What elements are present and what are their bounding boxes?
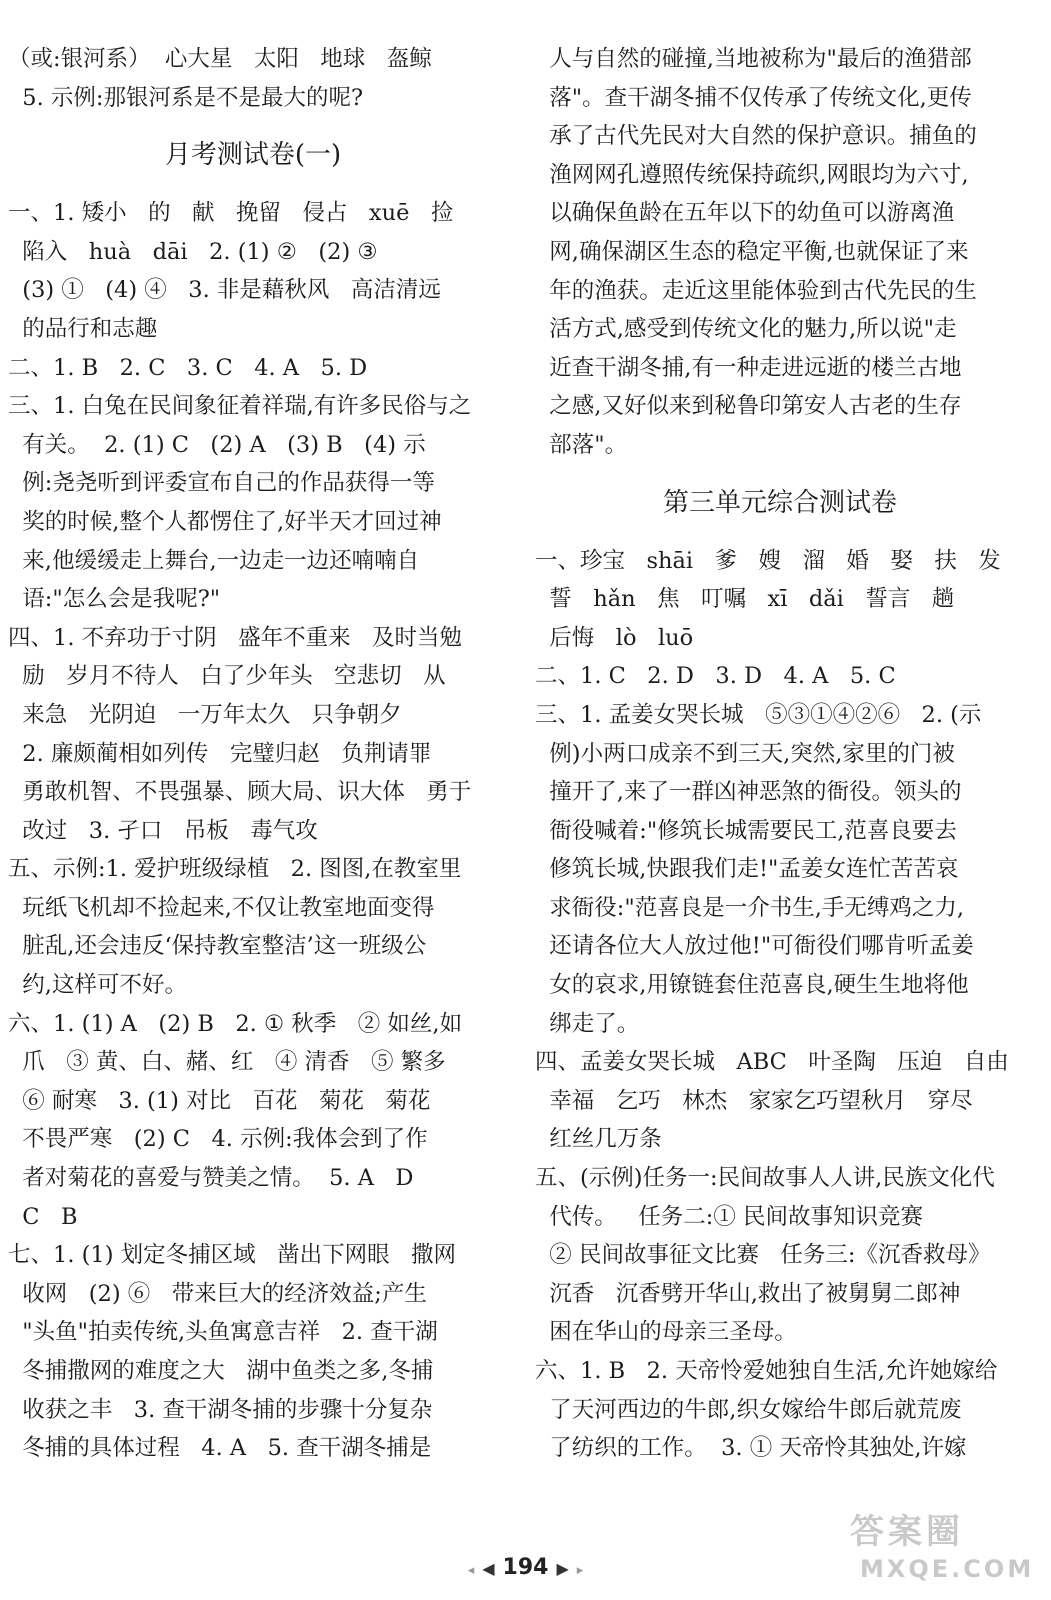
text-line: 红丝几万条 <box>535 1126 662 1153</box>
text-line: 了纺织的工作。 3. ① 天帝怜其独处,许嫁 <box>535 1435 967 1462</box>
text-line: 五、(示例)任务一:民间故事人人讲,民族文化代 <box>535 1165 995 1192</box>
text-line: 2. 廉颇蔺相如列传 完璧归赵 负荆请罪 <box>8 740 432 767</box>
text-line: 冬捕的具体过程 4. A 5. 查干湖冬捕是 <box>8 1435 432 1462</box>
text-line: 二、1. C 2. D 3. D 4. A 5. C <box>535 663 896 690</box>
text-line: 困在华山的母亲三圣母。 <box>535 1319 797 1346</box>
text-line: 后悔 lò luō <box>535 624 694 651</box>
page-next-icon: ▶ <box>556 1559 569 1578</box>
text-line: 爪 ③ 黄、白、赭、红 ④ 清香 ⑤ 繁多 <box>8 1049 446 1076</box>
text-line: ⑥ 耐寒 3. (1) 对比 百花 菊花 菊花 <box>8 1087 431 1114</box>
text-line: 以确保鱼龄在五年以下的幼鱼可以游离渔 <box>535 200 955 227</box>
text-line: 收网 (2) ⑥ 带来巨大的经济效益;产生 <box>8 1280 427 1307</box>
text-line: 不畏严寒 (2) C 4. 示例:我体会到了作 <box>8 1126 428 1153</box>
text-line: 二、1. B 2. C 3. C 4. A 5. D <box>8 354 368 381</box>
text-line: 约,这样可不好。 <box>8 972 187 999</box>
text-line: 人与自然的碰撞,当地被称为"最后的渔猎部 <box>535 46 972 72</box>
text-line: 六、1. (1) A (2) B 2. ① 秋季 ② 如丝,如 <box>8 1010 463 1037</box>
watermark-logo <box>850 1510 1040 1595</box>
text-line: 一、珍宝 shāi 爹 嫂 溜 婚 娶 扶 发 <box>535 547 1001 574</box>
text-line: 冬捕撒网的难度之大 湖中鱼类之多,冬捕 <box>8 1358 434 1384</box>
page-number: 194 <box>502 1555 549 1580</box>
text-line: 年的渔获。走近这里能体验到古代先民的生 <box>535 277 977 304</box>
text-line: 衙役喊着:"修筑长城需要民工,范喜良要去 <box>535 817 957 844</box>
text-line: 勇敢机智、不畏强暴、顾大局、识大体 勇于 <box>8 779 472 806</box>
text-line: 来急 光阴迫 一万年太久 只争朝夕 <box>8 701 402 728</box>
text-line: （或:银河系） 心大星 太阳 地球 盔鲸 <box>8 46 432 72</box>
text-line: 励 岁月不待人 白了少年头 空悲切 从 <box>8 663 446 690</box>
text-line: 求衙役:"范喜良是一介书生,手无缚鸡之力, <box>535 894 965 921</box>
text-line: 来,他缓缓走上舞台,一边走一边还喃喃自 <box>8 547 420 574</box>
text-line: 改过 3. 孑口 吊板 毒气攻 <box>8 817 318 844</box>
text-line: 还请各位大人放过他!"可衙役们哪肯听孟姜 <box>535 933 974 960</box>
text-line: 四、孟姜女哭长城 ABC 叶圣陶 压迫 自由 <box>535 1049 1009 1076</box>
text-line: 渔网网孔遵照传统保持疏织,网眼均为六寸, <box>535 161 969 188</box>
page-prev-icon: ◀ <box>482 1559 495 1578</box>
text-line: 三、1. 白兔在民间象征着祥瑞,有许多民俗与之 <box>8 393 472 420</box>
text-line: C B <box>8 1203 78 1230</box>
text-line: 三、1. 孟姜女哭长城 ⑤③①④②⑥ 2. (示 <box>535 701 982 728</box>
text-line: 活方式,感受到传统文化的魅力,所以说"走 <box>535 316 957 343</box>
left-column <box>8 40 498 1468</box>
text-line: 四、1. 不弃功于寸阴 盛年不重来 及时当勉 <box>8 624 463 651</box>
text-line: "头鱼"拍卖传统,头鱼寓意吉祥 2. 查干湖 <box>8 1319 438 1346</box>
text-line: 语:"怎么会是我呢?" <box>8 586 221 613</box>
text-line: ② 民间故事征文比赛 任务三:《沉香救母》 <box>535 1242 991 1269</box>
text-line: 撞开了,来了一群凶神恶煞的衙役。领头的 <box>535 779 962 806</box>
text-line: 一、1. 矮小 的 献 挽留 侵占 xuē 捡 <box>8 200 454 227</box>
text-line: 修筑长城,快跟我们走!"孟姜女连忙苦苦哀 <box>535 856 959 883</box>
text-line: 女的哀求,用镣链套住范喜良,硬生生地将他 <box>535 972 969 999</box>
page-prev-faint-icon: ◂ <box>467 1563 475 1578</box>
watermark-title: 答案圈 <box>850 1512 964 1552</box>
text-line: 代传。 任务二:① 民间故事知识竞赛 <box>535 1203 923 1230</box>
text-line: 落"。查干湖冬捕不仅传承了传统文化,更传 <box>535 84 972 111</box>
text-line: 了天河西边的牛郎,织女嫁给牛郎后就荒废 <box>535 1396 962 1423</box>
text-line: 五、示例:1. 爱护班级绿植 2. 图图,在教室里 <box>8 856 462 883</box>
text-line: 幸福 乞巧 林杰 家家乞巧望秋月 穿尽 <box>535 1087 973 1114</box>
section-heading: 第三单元综合测试卷 <box>662 487 897 518</box>
text-line: 誓 hǎn 焦 叮嘱 xī dǎi 誓言 趟 <box>535 586 955 613</box>
text-line: 七、1. (1) 划定冬捕区域 凿出下网眼 撒网 <box>8 1242 457 1269</box>
text-line: 例:尧尧听到评委宣布自己的作品获得一等 <box>8 470 435 497</box>
text-line: 奖的时候,整个人都愣住了,好半天才回过神 <box>8 508 442 535</box>
text-line: 有关。 2. (1) C (2) A (3) B (4) 示 <box>8 431 426 458</box>
text-line: 玩纸飞机却不捡起来,不仅让教室地面变得 <box>8 894 435 921</box>
text-line: 者对菊花的喜爱与赞美之情。 5. A D <box>8 1165 414 1192</box>
watermark-url: MXQE.COM <box>860 1555 1035 1583</box>
text-line: 的品行和志趣 <box>8 315 158 342</box>
right-column <box>535 40 1025 1468</box>
text-line: 之感,又好似来到秘鲁印第安人古老的生存 <box>535 393 962 420</box>
text-line: 5. 示例:那银河系是不是最大的呢? <box>8 84 364 111</box>
section-heading: 月考测试卷(一) <box>164 140 342 171</box>
text-line: 网,确保湖区生态的稳定平衡,也就保证了来 <box>535 238 969 265</box>
text-line: 例)小两口成亲不到三天,突然,家里的门被 <box>535 740 955 767</box>
text-line: 脏乱,还会违反‘保持教室整洁’这一班级公 <box>8 933 427 960</box>
text-line: 沉香 沉香劈开华山,救出了被舅舅二郎神 <box>535 1280 961 1307</box>
text-line: 陷入 huà dāi 2. (1) ② (2) ③ <box>8 238 378 265</box>
text-line: 收获之丰 3. 查干湖冬捕的步骤十分复杂 <box>8 1396 433 1423</box>
text-line: 近查干湖冬捕,有一种走进远逝的楼兰古地 <box>535 354 962 381</box>
page-next-faint-icon: ▸ <box>576 1563 584 1578</box>
text-line: (3) ① (4) ④ 3. 非是藉秋风 高洁清远 <box>8 277 441 304</box>
text-line: 绑走了。 <box>535 1010 640 1037</box>
text-line: 部落"。 <box>535 431 628 458</box>
text-line: 承了古代先民对大自然的保护意识。捕鱼的 <box>535 123 977 150</box>
text-line: 六、1. B 2. 天帝怜爱她独自生活,允许她嫁给 <box>535 1358 998 1384</box>
